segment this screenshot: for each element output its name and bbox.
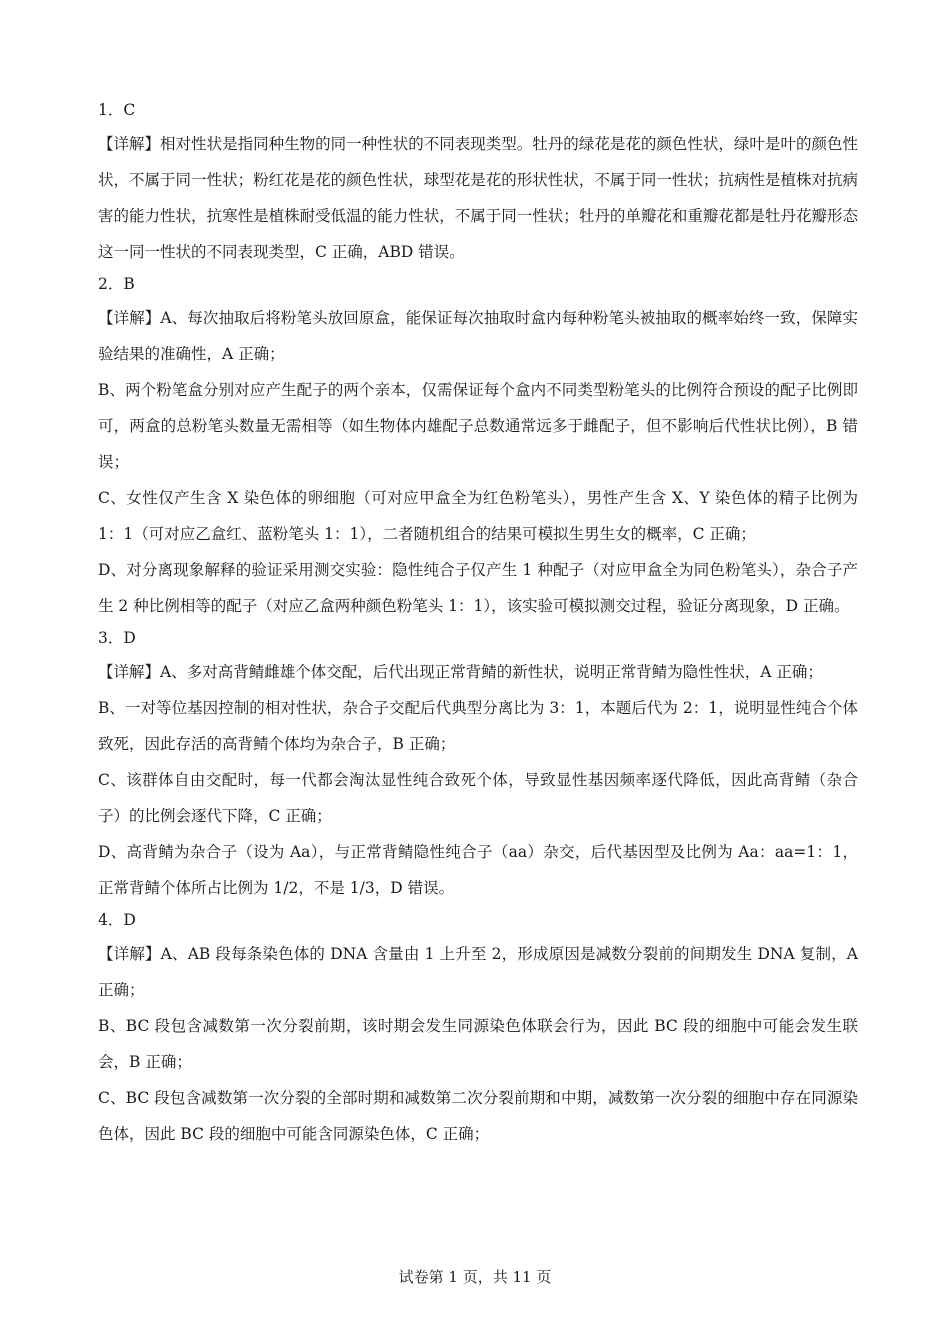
explanation-paragraph: 【详解】相对性状是指同种生物的同一种性状的不同表现类型。牡丹的绿花是花的颜色性状，绿叶是叶的颜色性状，不属于同一性状；粉红花是花的颜色性状，球型花是花的形状性状，不属于同一性状；抗病性是植株对抗病害的能力性状，抗寒性是植株耐受低温的能力性状，不属于同一性状；牡丹的单瓣花和重瓣花都是牡丹花瓣形态这一同一性状的不同表现类型，C 正确，ABD 错误。 — [98, 135, 858, 261]
explanation-paragraph: C、BC 段包含减数第一次分裂的全部时期和减数第二次分裂前期和中期，减数第一次分裂的细胞中存在同源染色体，因此 BC 段的细胞中可能含同源染色体，C 正确； — [98, 1089, 858, 1143]
explanation-paragraph: B、两个粉笔盒分别对应产生配子的两个亲本，仅需保证每个盒内不同类型粉笔头的比例符合预设的配子比例即可，两盒的总粉笔头数量无需相等（如生物体内雄配子总数通常远多于雌配子，但不影响后代性状比例），B 错误； — [98, 381, 858, 471]
question-4 — [98, 906, 858, 1152]
question-1 — [98, 96, 858, 270]
question-3 — [98, 624, 858, 906]
explanation-paragraph: 【详解】A、每次抽取后将粉笔头放回原盒，能保证每次抽取时盒内每种粉笔头被抽取的概率始终一致，保障实验结果的准确性，A 正确； — [98, 309, 858, 363]
explanation-paragraph: D、对分离现象解释的验证采用测交实验：隐性纯合子仅产生 1 种配子（对应甲盒全为同色粉笔头），杂合子产生 2 种比例相等的配子（对应乙盒两种颜色粉笔头 1：1），该实验可模拟测交过程，验证分离现象，D 正确。 — [98, 561, 858, 615]
page-footer: 试卷第 1 页，共 11 页 — [398, 1268, 552, 1286]
question-2 — [98, 270, 858, 624]
explanation-paragraph: D、高背鲭为杂合子（设为 Aa），与正常背鲭隐性纯合子（aa）杂交，后代基因型及比例为 Aa：aa=1：1，正常背鲭个体所占比例为 1/2，不是 1/3，D 错误。 — [98, 843, 858, 897]
answer-number: 4．D — [98, 911, 136, 929]
answer-number: 3．D — [98, 629, 136, 647]
explanation-paragraph: B、BC 段包含减数第一次分裂前期，该时期会发生同源染色体联会行为，因此 BC 段的细胞中可能会发生联会，B 正确； — [98, 1017, 858, 1071]
explanation-paragraph: C、该群体自由交配时，每一代都会淘汰显性纯合致死个体，导致显性基因频率逐代降低，因此高背鲭（杂合子）的比例会逐代下降，C 正确； — [98, 771, 858, 825]
explanation-paragraph: 【详解】A、多对高背鲭雌雄个体交配，后代出现正常背鲭的新性状，说明正常背鲭为隐性性状，A 正确； — [98, 663, 823, 681]
answer-content — [98, 96, 858, 1152]
explanation-paragraph: B、一对等位基因控制的相对性状，杂合子交配后代典型分离比为 3：1，本题后代为 2：1，说明显性纯合个体致死，因此存活的高背鲭个体均为杂合子，B 正确； — [98, 699, 858, 753]
answer-number: 2．B — [98, 275, 135, 293]
answer-number: 1．C — [98, 101, 136, 119]
explanation-paragraph: 【详解】A、AB 段每条染色体的 DNA 含量由 1 上升至 2，形成原因是减数分裂前的间期发生 DNA 复制，A 正确； — [98, 945, 858, 999]
explanation-paragraph: C、女性仅产生含 X 染色体的卵细胞（可对应甲盒全为红色粉笔头），男性产生含 X、Y 染色体的精子比例为 1：1（可对应乙盒红、蓝粉笔头 1：1），二者随机组合的结果可模拟生男生女的概率，C 正确； — [98, 489, 858, 543]
